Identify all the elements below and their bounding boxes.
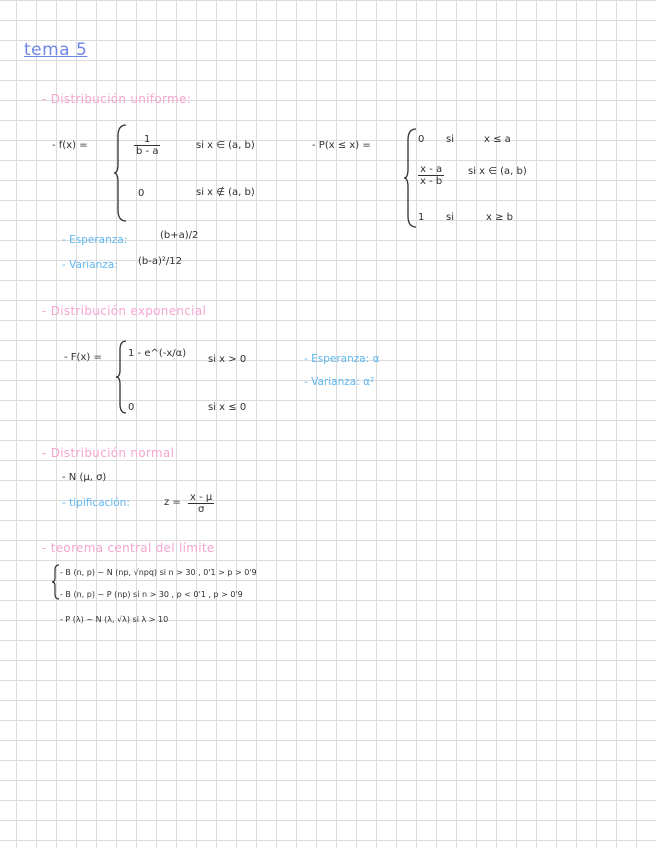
- exponential-case2-condition: si x ≤ 0: [208, 402, 247, 413]
- normal-tipificacion-fraction: $\frac{x - \mu}{\sigma}$: [190, 492, 213, 515]
- left-brace-icon: [116, 340, 128, 414]
- section-heading-normal: - Distribución normal: [42, 446, 175, 460]
- uniform-esperanza-value: (b+a)/2: [160, 230, 199, 241]
- uniform-varianza-label: - Varianza:: [62, 259, 118, 271]
- section-heading-uniforme: - Distribución uniforme:: [42, 92, 192, 106]
- normal-tipificacion-label: - tipificación:: [62, 497, 130, 509]
- exponential-varianza: - Varianza: α²: [304, 376, 375, 388]
- uniform-case1-value: $\frac{1}{b - a}$: [136, 134, 159, 157]
- uniform-case1-condition: si x ∈ (a, b): [196, 140, 255, 151]
- uniform-esperanza-label: - Esperanza:: [62, 234, 128, 246]
- uniform-case2-condition: si x ∉ (a, b): [196, 187, 255, 198]
- uniform-density-lhs: - f(x) =: [52, 140, 88, 151]
- uniform-cdf-case3-si: si: [446, 212, 454, 223]
- exponential-case1-condition: si x > 0: [208, 354, 247, 365]
- exponential-case1-value: 1 - e^(-x/α): [128, 348, 187, 359]
- section-heading-exponencial: - Distribución exponencial: [42, 304, 207, 318]
- section-heading-tcl: - teorema central del límite: [42, 541, 215, 555]
- uniform-case2-value: 0: [138, 188, 145, 199]
- uniform-cdf-lhs: - P(x ≤ x) =: [312, 140, 371, 151]
- uniform-cdf-case1-value: 0: [418, 134, 425, 145]
- uniform-cdf-case3-condition: x ≥ b: [486, 212, 514, 223]
- uniform-cdf-case1-si: si: [446, 134, 454, 145]
- uniform-cdf-case2-value: $\frac{x - a}{x - b}$: [420, 164, 443, 187]
- left-brace-icon: [114, 124, 128, 222]
- uniform-cdf-case3-value: 1: [418, 212, 425, 223]
- tcl-line-2: - B (n, p) ~ P (np) si n > 30 , p < 0'1 , p > 0'9: [60, 590, 243, 599]
- uniform-varianza-value: (b-a)²/12: [138, 256, 182, 267]
- exponential-esperanza: - Esperanza: α: [304, 353, 380, 365]
- page-title: tema 5: [24, 40, 88, 60]
- exponential-lhs: - F(x) =: [64, 352, 102, 363]
- normal-notation: - N (μ, σ): [62, 472, 107, 483]
- left-brace-icon: [52, 564, 60, 600]
- uniform-cdf-case2-condition: si x ∈ (a, b): [468, 166, 527, 177]
- normal-tipificacion-lhs: z =: [164, 497, 181, 508]
- exponential-case2-value: 0: [128, 402, 135, 413]
- tcl-line-3: - P (λ) ~ N (λ, √λ) si λ > 10: [60, 615, 169, 624]
- tcl-line-1: - B (n, p) ~ N (np, √npq) si n > 30 , 0'1 > p > 0'9: [60, 568, 257, 577]
- uniform-cdf-case1-condition: x ≤ a: [484, 134, 511, 145]
- left-brace-icon: [404, 128, 418, 228]
